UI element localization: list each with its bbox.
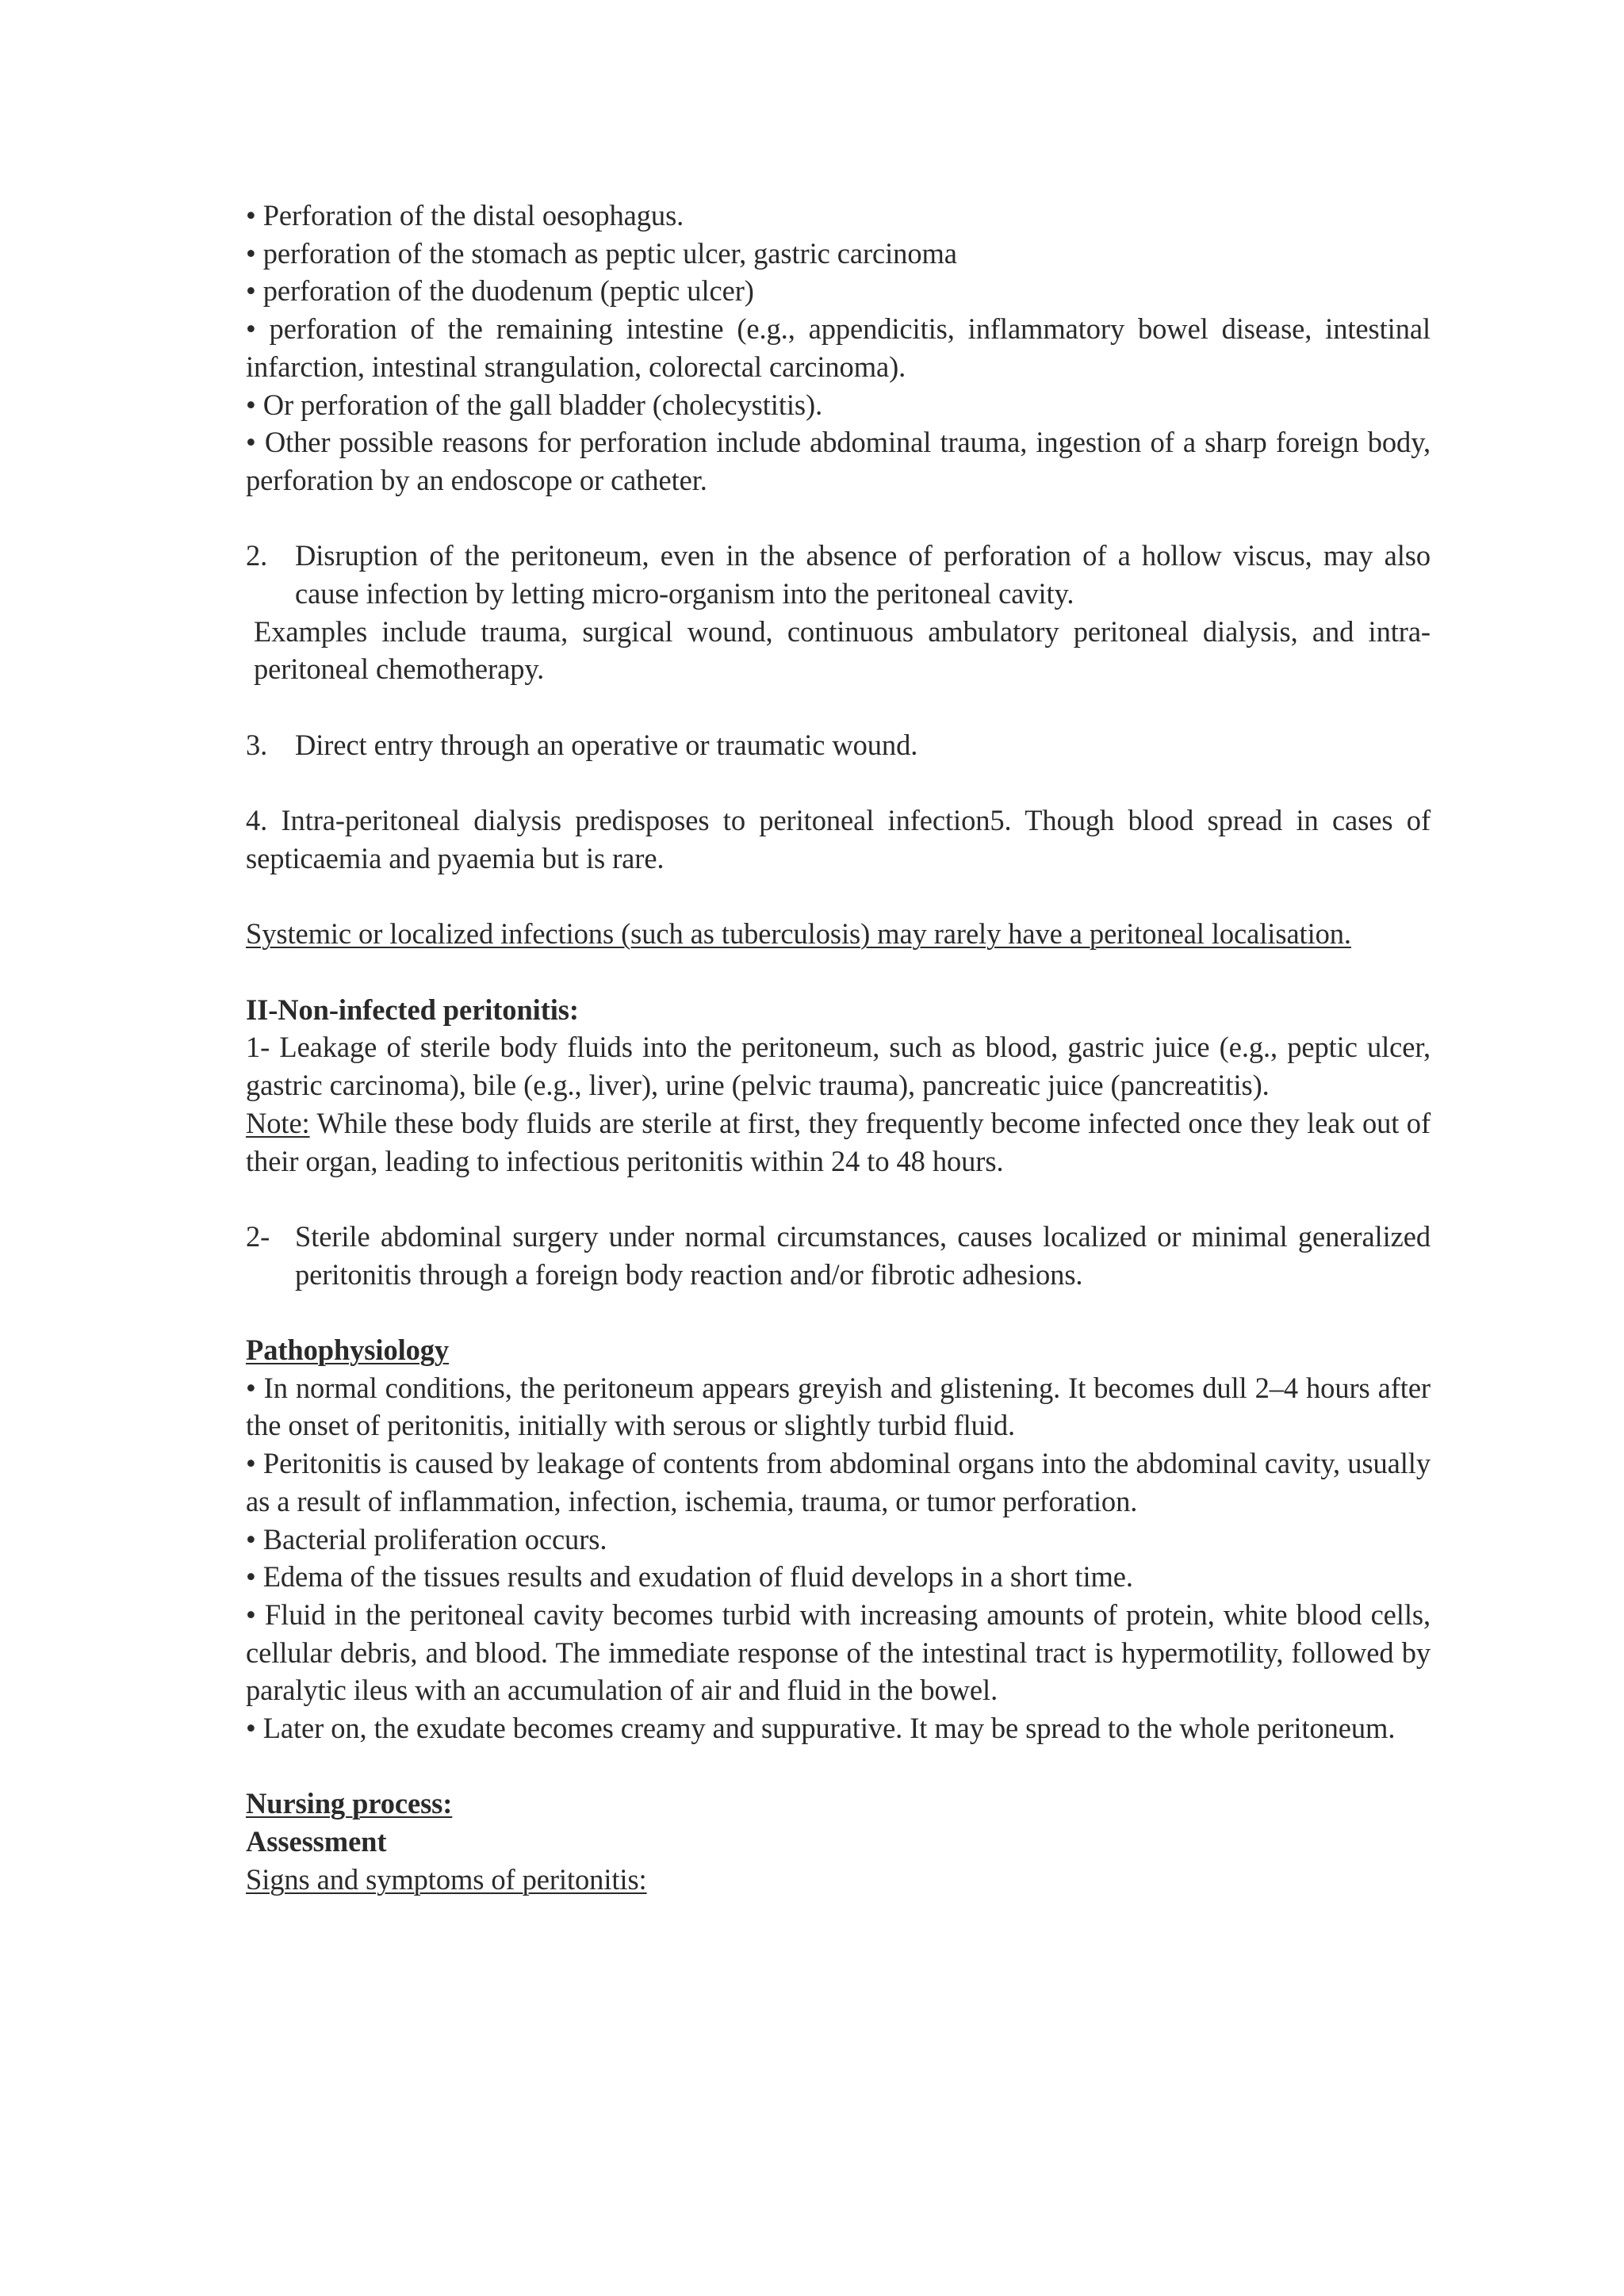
item-3-number: 3. — [246, 728, 268, 761]
patho-bullet-bacterial: • Bacterial proliferation occurs. — [246, 1522, 607, 1556]
pathophysiology-heading: Pathophysiology — [246, 1333, 450, 1366]
systemic-infections-note: Systemic or localized infections (such as tuberculosis) may rarely have a peritoneal localisation. — [246, 917, 1351, 951]
non-infected-item-1: 1- Leakage of sterile body fluids into the peritoneum, such as blood, gastric juice (e.g., peptic ulcer, gastric carcinoma), bile (e.g., liver), urine (pelvic trauma), pancreatic juice (pancreatitis). — [246, 1031, 1431, 1102]
note-label: Note: — [246, 1106, 310, 1139]
bullet-remaining-intestine: • perforation of the remaining intestine (e.g., appendicitis, inflammatory bowel disease, intestinal infarction, intestinal strangulation, colorectal carcinoma). — [246, 312, 1431, 383]
non-infected-item-2 — [246, 1218, 1431, 1293]
bullet-other-reasons: • Other possible reasons for perforation include abdominal trauma, ingestion of a sharp foreign body, perforation by an endoscope or catheter. — [246, 426, 1431, 496]
assessment-heading: Assessment — [246, 1825, 387, 1858]
pathophysiology-bullet-list — [246, 1369, 1431, 1747]
bullet-gall-bladder: • Or perforation of the gall bladder (cholecystitis). — [246, 388, 823, 421]
non-infected-note — [246, 1104, 1431, 1180]
perforation-bullet-list — [246, 197, 1431, 499]
patho-bullet-exudate: • Later on, the exudate becomes creamy and suppurative. It may be spread to the whole peritoneum. — [246, 1712, 1396, 1745]
bullet-stomach: • perforation of the stomach as peptic ulcer, gastric carcinoma — [246, 236, 957, 270]
numbered-item-2 — [246, 537, 1431, 612]
item-3-text: Direct entry through an operative or traumatic wound. — [295, 728, 918, 761]
signs-symptoms-subheading: Signs and symptoms of peritonitis: — [246, 1862, 647, 1896]
non-infected-heading: II-Non-infected peritonitis: — [246, 993, 579, 1026]
numbered-item-4: 4. Intra-peritoneal dialysis predisposes to peritoneal infection5. Though blood spread in cases of septicaemia and pyaemia but is rare. — [246, 804, 1431, 874]
non-infected-item-2-number: 2- — [246, 1219, 270, 1253]
bullet-distal-oesophagus: • Perforation of the distal oesophagus. — [246, 199, 684, 232]
non-infected-item-2-text: Sterile abdominal surgery under normal circumstances, causes localized or minimal generalized peritonitis through a foreign body reaction and/or fibrotic adhesions. — [295, 1219, 1431, 1291]
patho-bullet-edema: • Edema of the tissues results and exudation of fluid develops in a short time. — [246, 1560, 1133, 1594]
patho-bullet-fluid: • Fluid in the peritoneal cavity becomes turbid with increasing amounts of protein, white blood cells, cellular debris, and blood. The immediate response of the intestinal tract is hypermotility, followed by paralytic ileus with an accumulation of air and fluid in the bowel. — [246, 1598, 1431, 1707]
bullet-duodenum: • perforation of the duodenum (peptic ulcer) — [246, 274, 754, 308]
nursing-process-heading: Nursing process: — [246, 1787, 453, 1820]
numbered-item-3 — [246, 726, 1431, 764]
note-text: While these body fluids are sterile at first, they frequently become infected once they leak out of their organ, leading to infectious peritonitis within 24 to 48 hours. — [246, 1106, 1431, 1177]
item-2-number: 2. — [246, 539, 268, 572]
item-2-text: Disruption of the peritoneum, even in the absence of perforation of a hollow viscus, may also cause infection by letting micro-organism into the peritoneal cavity. — [295, 539, 1431, 610]
patho-bullet-leakage: • Peritonitis is caused by leakage of contents from abdominal organs into the abdominal cavity, usually as a result of inflammation, infection, ischemia, trauma, or tumor perforation. — [246, 1447, 1431, 1517]
document-page — [246, 197, 1431, 1899]
patho-bullet-normal-conditions: • In normal conditions, the peritoneum appears greyish and glistening. It becomes dull 2–4 hours after the onset of peritonitis, initially with serous or slightly turbid fluid. — [246, 1371, 1431, 1442]
item-2-examples: Examples include trauma, surgical wound, continuous ambulatory peritoneal dialysis, and intra-peritoneal chemotherapy. — [254, 614, 1431, 686]
